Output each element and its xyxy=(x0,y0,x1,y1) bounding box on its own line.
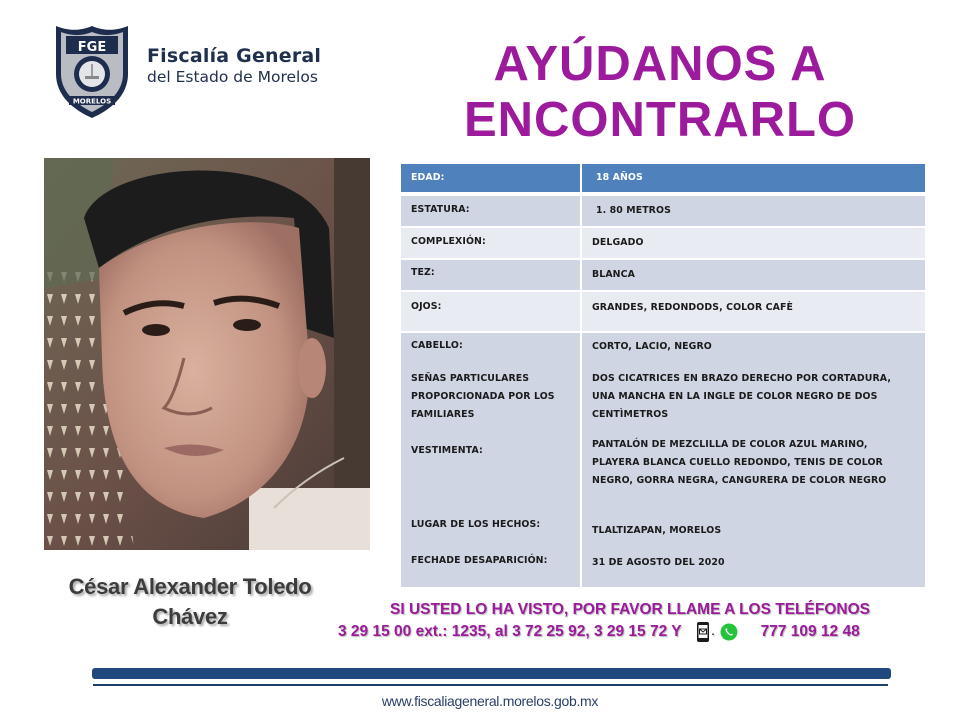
badge-bottom-text: MORELOS xyxy=(72,97,112,106)
label-cabello: CABELLO: xyxy=(411,340,463,351)
value-lugar-hechos: TLALTIZAPAN, MORELOS xyxy=(592,525,722,536)
label-ojos: OJOS: xyxy=(411,301,442,312)
mobile-message-icon xyxy=(696,621,710,643)
org-name-line2: del Estado de Morelos xyxy=(147,68,318,86)
name-line1: César Alexander Toledo xyxy=(68,574,312,599)
value-edad: 18 AÑOS xyxy=(596,172,643,183)
value-vestimenta: PANTALÓN DE MEZCLILLA DE COLOR AZUL MARINO, PLAYERA BLANCA CUELLO REDONDO, TENIS DE COLOR NEGRO, GORRA NEGRA, CANGURERA DE COLOR NEGRO xyxy=(592,439,887,486)
organization-name xyxy=(147,45,321,87)
headline-line2: ENCONTRARLO xyxy=(463,93,857,147)
whatsapp-icon xyxy=(719,622,739,642)
value-complexion: DELGADO xyxy=(592,237,644,248)
footer-bar xyxy=(92,668,891,679)
label-lugar-hechos: LUGAR DE LOS HECHOS: xyxy=(411,519,541,530)
missing-person-name xyxy=(40,572,340,632)
value-fecha-desaparicion: 31 DE AGOSTO DEL 2020 xyxy=(592,557,725,568)
org-name-line1: Fiscalía General xyxy=(147,45,322,67)
table-row xyxy=(401,196,925,226)
table-header-row xyxy=(401,164,925,192)
name-line2: Chávez xyxy=(152,604,228,629)
page-headline xyxy=(410,36,910,148)
phone-numbers: 3 29 15 00 ext.: 1235, al 3 72 25 92, 3 29 15 72 Y xyxy=(338,623,682,640)
value-cabello: CORTO, LACIO, NEGRO xyxy=(592,341,712,352)
badge-top-text: FGE xyxy=(77,40,107,55)
table-row xyxy=(401,260,925,290)
person-photo xyxy=(44,158,370,550)
contact-phones xyxy=(338,621,860,643)
footer-divider xyxy=(93,684,888,686)
value-tez: BLANCA xyxy=(592,269,635,280)
separator-dot: . xyxy=(711,626,715,638)
label-complexion: COMPLEXIÓN: xyxy=(411,236,486,247)
table-row-details xyxy=(401,333,925,587)
label-fecha-desaparicion: FECHADE DESAPARICIÓN: xyxy=(411,555,548,566)
label-estatura: ESTATURA: xyxy=(411,204,470,215)
value-estatura: 1. 80 METROS xyxy=(596,205,671,216)
whatsapp-number: 777 109 12 48 xyxy=(760,623,860,640)
table-row xyxy=(401,228,925,258)
call-to-action-heading: SI USTED LO HA VISTO, POR FAVOR LLAME A LOS TELÉFONOS xyxy=(390,601,870,618)
table-row xyxy=(401,292,925,331)
website-link[interactable]: www.fiscaliageneral.morelos.gob.mx xyxy=(381,693,599,709)
fge-badge-icon xyxy=(54,24,130,120)
label-edad: EDAD: xyxy=(411,172,445,183)
value-senas-particulares: DOS CICATRICES EN BRAZO DERECHO POR CORTADURA, UNA MANCHA EN LA INGLE DE COLOR NEGRO DE DOS CENTÌMETROS xyxy=(592,373,891,420)
value-ojos: GRANDES, REDONDODS, COLOR CAFÈ xyxy=(592,302,793,313)
label-vestimenta: VESTIMENTA: xyxy=(411,445,483,456)
headline-line1: AYÚDANOS A xyxy=(493,37,827,91)
label-senas-particulares: SEÑAS PARTICULARES PROPORCIONADA POR LOS FAMILIARES xyxy=(411,373,555,420)
label-tez: TEZ: xyxy=(411,267,435,278)
